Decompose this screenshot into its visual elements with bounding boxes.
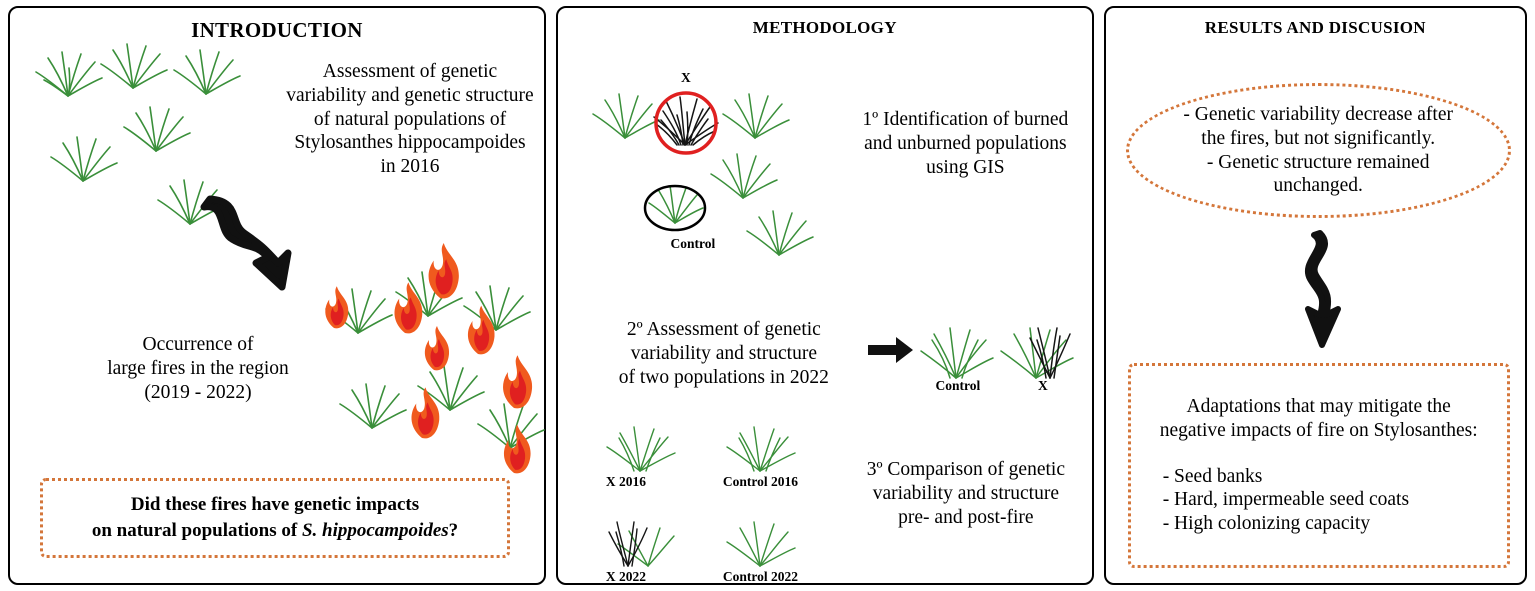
introduction-title: INTRODUCTION xyxy=(191,18,363,42)
findings-line-4: unchanged. xyxy=(1273,175,1363,197)
step3-text xyxy=(846,458,1086,529)
label-control-2022: Control 2022 xyxy=(722,569,798,584)
adaptations-bullet-1: - Seed banks xyxy=(1162,465,1263,487)
findings-line-3: - Genetic structure remained xyxy=(1206,151,1430,173)
step2-line-2: variability and structure xyxy=(630,342,817,364)
panel-introduction xyxy=(8,6,546,585)
adaptations-spacer xyxy=(1149,443,1489,465)
down-arrow-icon xyxy=(1286,233,1356,358)
results-title: RESULTS AND DISCUSION xyxy=(1204,18,1426,37)
findings-line-1: - Genetic variability decrease after xyxy=(1183,103,1453,125)
step3-line-2: variability and structure xyxy=(872,482,1059,504)
panel-methodology xyxy=(556,6,1094,585)
occurrence-line-3: (2019 - 2022) xyxy=(144,381,252,403)
assessment-text xyxy=(280,60,540,179)
research-question-text xyxy=(92,492,458,543)
findings-line-2: the fires, but not significantly. xyxy=(1201,127,1436,149)
step3-line-1: 3º Comparison of genetic xyxy=(866,459,1065,480)
step1-line-2: and unburned populations xyxy=(864,132,1067,154)
step2-line-3: of two populations in 2022 xyxy=(618,366,829,388)
label-x-mid: X xyxy=(1037,378,1048,393)
results-findings-text xyxy=(1158,103,1478,198)
step3-line-3: pre- and post-fire xyxy=(898,506,1034,528)
research-question-box xyxy=(40,478,510,558)
assessment-line-2: variability and genetic structure xyxy=(286,84,534,106)
results-adaptations-box xyxy=(1128,363,1510,568)
label-x-2022: X 2022 xyxy=(605,569,646,584)
assessment-species: Stylosanthes hippocampoides xyxy=(294,132,526,154)
step1-line-3: using GIS xyxy=(926,156,1005,178)
question-line-2 xyxy=(92,518,458,544)
step3-grass-grid xyxy=(598,423,848,583)
assessment-line-5: in 2016 xyxy=(380,156,440,178)
label-control-2016: Control 2016 xyxy=(722,474,798,489)
question-line-2-prefix: on natural populations of xyxy=(91,520,302,541)
question-species: S. hippocampoides xyxy=(301,520,449,541)
occurrence-line-1: Occurrence of xyxy=(142,334,254,355)
occurrence-line-2: large fires in the region xyxy=(107,357,289,379)
fire-icons xyxy=(325,243,532,473)
question-line-1: Did these fires have genetic impacts xyxy=(130,494,420,516)
panel-results xyxy=(1104,6,1527,585)
results-findings-ellipse xyxy=(1126,83,1511,218)
step1-line-1: 1º Identification of burned xyxy=(862,109,1069,130)
label-x-2016: X 2016 xyxy=(605,474,646,489)
occurrence-text xyxy=(88,333,308,404)
label-control-mid: Control xyxy=(935,378,981,393)
burning-grass-field xyxy=(310,258,545,483)
label-x-top: X xyxy=(680,70,691,85)
methodology-title: METHODOLOGY xyxy=(752,18,897,37)
question-line-2-suffix: ? xyxy=(448,520,459,541)
step2-line-1: 2º Assessment of genetic xyxy=(626,319,821,340)
results-adaptations-text xyxy=(1149,395,1489,536)
adaptations-line-1: Adaptations that may mitigate the xyxy=(1186,396,1451,418)
adaptations-bullet-3: - High colonizing capacity xyxy=(1162,513,1371,535)
adaptations-line-2: negative impacts of fire on Stylosanthes: xyxy=(1159,419,1478,441)
assessment-line-3: of natural populations of xyxy=(313,108,507,130)
step2-text xyxy=(594,318,854,389)
step1-text xyxy=(843,108,1088,179)
label-control-top: Control xyxy=(670,236,716,251)
step2-grass-pair xyxy=(918,293,1083,388)
right-arrow-icon xyxy=(866,335,916,365)
curved-arrow-icon xyxy=(196,201,316,316)
assessment-line-1: Assessment of genetic xyxy=(322,61,498,82)
adaptations-bullet-2: - Hard, impermeable seed coats xyxy=(1162,489,1410,511)
